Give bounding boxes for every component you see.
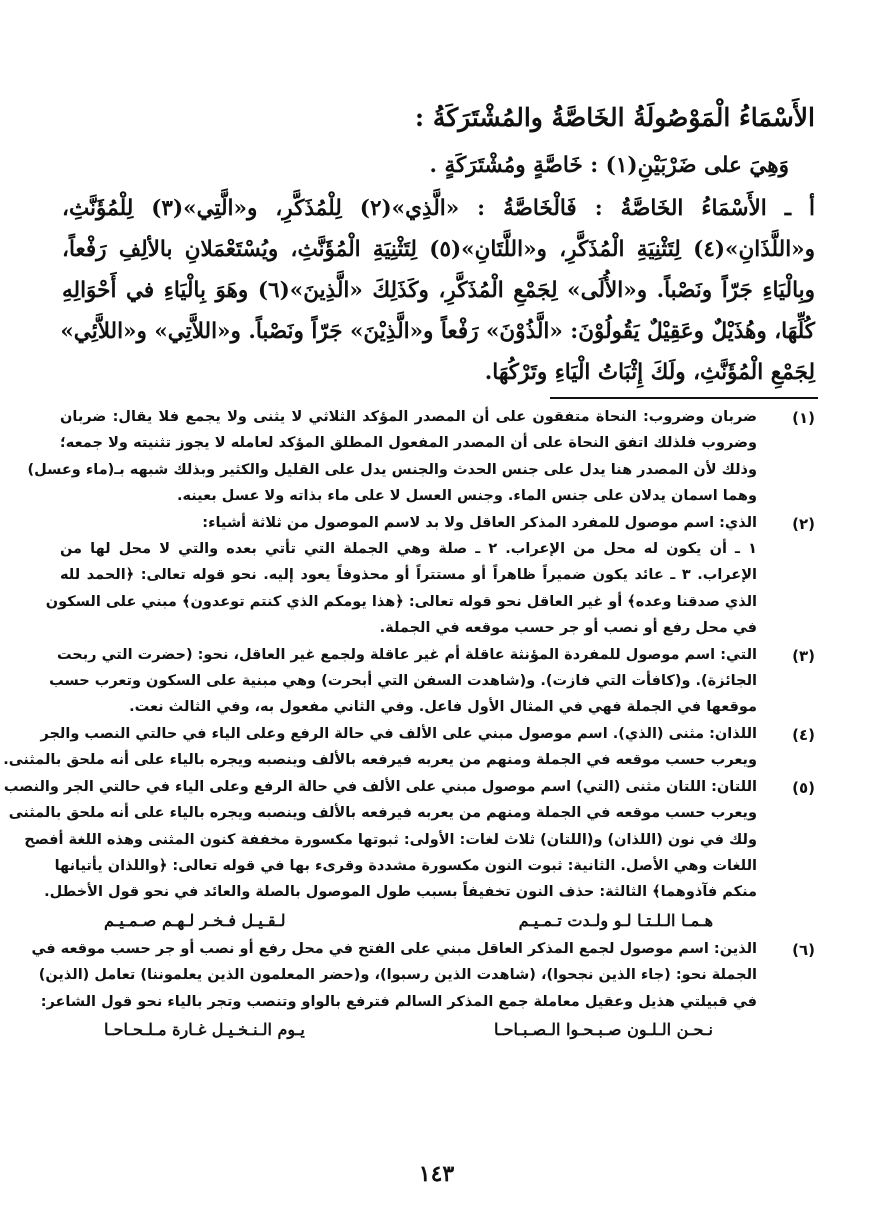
footnote-line: الذي: اسم موصول للمفرد المذكر العاقل ولا بد لاسم الموصول من ثلاثة أشياء:: [202, 514, 757, 531]
footnote-6: [31, 936, 823, 1045]
footnote-line: موقعها في الجملة فهي في المثال الأول فاعل. وفي الثاني مفعول به، وفي الثالث نعت.: [129, 699, 757, 716]
footnote-line: الإعراب. ٣ ـ عائد يكون ضميراً ظاهراً أو مستتراً أو محذوفاً يعود إليه. نحو قوله تعالى: ﴿الحمد لله: [60, 567, 757, 584]
footnotes: [3, 404, 823, 1045]
footnote-4: [3, 721, 823, 774]
footnote-line: وذلك لأن المصدر هنا يدل على جنس الحدث والجنس يدل على القليل والكثير وبذلك شبهه بـ(ماء وعسل): [27, 461, 757, 478]
footnote-number: (٣): [792, 646, 815, 665]
footnote-line: الذين: اسم موصول لجمع المذكر العاقل مبني على الفتح في محل رفع أو نصب أو جر حسب موقعه في: [31, 940, 757, 957]
footnote-5: [3, 774, 823, 936]
main-paragraph-line: لِجَمْعِ الْمُؤَنَّثِ، ولَكَ إِثْبَاتُ الْيَاءِ وتَرْكُهَا.: [484, 360, 815, 385]
footnote-line: الذي صدقنا وعده﴾ أو غير العاقل نحو قوله تعالى: ﴿هذا يومكم الذي كنتم توعدون﴾ مبني على السكون: [45, 593, 757, 610]
footnote-line: الجائزة). و(كافأت التي فازت). و(شاهدت السفن التي أبحرت) وهي مبنية على السكون وتعرب حسب: [49, 673, 757, 690]
verse-first-hemistich: نـحـن الـلـون صـبـحـوا الـصـبـاحـا: [494, 1019, 713, 1039]
main-paragraph-line: أ ـ الأَسْمَاءُ الخَاصَّةُ : فَالْخَاصَّةُ : «الَّذِي»(٢) لِلْمُذَكَّرِ، و«الَّتِي»(٣) لِلْمُؤَنَّثِ،: [62, 196, 815, 221]
verse-second-hemistich: لـقـيـل فـخـر لـهـم صـمـيـم: [104, 910, 286, 930]
footnote-line: ويعرب حسب موقعه في الجملة ومنهم من يعربه فيرفعه بالألف وينصبه ويجره بالياء على أنه ملحق بالمثنى.: [3, 752, 757, 769]
main-paragraph-line: وَهِيَ على ضَرْبَيْنِ(١) : خَاصَّةٍ ومُشْتَرَكَةٍ .: [429, 153, 789, 178]
footnote-line: وهما اسمان يدلان على جنس الماء. وجنس العسل لا على ماء بذاته ولا عسل بعينه.: [176, 488, 757, 505]
footnote-line: اللذان: مثنى (الذي). اسم موصول مبني على الألف في حالة الرفع وعلى الياء في حالتي النصب والجر: [40, 725, 757, 742]
poetry-verse: [60, 1015, 757, 1045]
footnote-line: اللغات وهي الأصل. الثانية: ثبوت النون مكسورة مشددة وقرىء بها في قوله تعالى: ﴿واللذان يأتيانها: [54, 857, 757, 874]
footnote-number: (١): [792, 409, 815, 427]
footnote-1: [27, 404, 823, 510]
footnote-line: ويعرب حسب موقعه في الجملة ومنهم من يعربه فيرفعه بالألف وينصبه ويجره بالياء على أنه ملحق بالمثنى: [8, 805, 757, 822]
footnote-line: ١ ـ أن يكون له محل من الإعراب. ٢ ـ صلة وهي الجملة التي تأتي بعده والتي لا محل لها من: [60, 541, 757, 558]
footnote-line: في محل رفع أو نصب أو جر حسب موقعه في الجملة.: [379, 620, 757, 637]
footnote-number: (٥): [792, 778, 815, 797]
section-title: الأَسْمَاءُ الْمَوْصُولَةُ الخَاصَّةُ والمُشْتَرَكَةُ :: [414, 103, 815, 132]
footnote-2: [45, 510, 823, 642]
footnote-number: (٦): [792, 940, 815, 959]
poetry-verse: [60, 906, 757, 936]
page-number: ١٤٣: [418, 1161, 455, 1187]
footnote-line: اللتان: اللتان مثنى (التي) اسم موصول مبني على الألف في حالة الرفع وعلى الياء في حالتي الجر والنصب: [3, 778, 757, 795]
footnote-number: (٢): [792, 514, 815, 533]
footnote-line: ضربان وضروب: النحاة متفقون على أن المصدر المؤكد الثلاثي لا يثنى ولا يجمع فلا يقال: ضربان: [60, 409, 757, 425]
footnote-line: ولك في نون (اللذان) و(اللتان) ثلاث لغات: الأولى: ثبوتها مكسورة مخففة كنون المثنى وهذه اللغة أفصح: [24, 831, 757, 848]
footnote-line: وضروب فلذلك اتفق النحاة على أن المصدر المفعول المطلق المؤكد لعامله لا يجوز تثنيته ولا جمعه؛: [60, 435, 757, 452]
footnote-line: في قبيلتي هذيل وعقيل معاملة جمع المذكر السالم فترفع بالواو وتنصب وتجر بالياء نحو قول الشاعر:: [40, 993, 757, 1010]
footnote-divider: [550, 397, 818, 399]
footnote-line: الجملة نحو: (جاء الذين نجحوا)، (شاهدت الذين رسبوا)، و(حضر المعلمون الذين يعلموننا) تعامل (الذين): [38, 967, 757, 984]
verse-first-hemistich: هـمـا الـلـتـا لـو ولـدت تـمـيـم: [518, 910, 713, 930]
footnote-line: منكم فآذوهما﴾ الثالثة: حذف النون تخفيفاً بسبب طول الموصول بالصلة والعائد في نحو قول الأخطل.: [44, 884, 757, 901]
footnote-3: [49, 642, 823, 721]
main-text: [62, 92, 815, 393]
main-paragraph-line: و«اللَّذَانِ»(٤) لِتَثْنِيَةِ الْمُذَكَّرِ، و«اللَّتَانِ»(٥) لِتَثْنِيَةِ الْمُؤَنَّثِ، ويُسْتَعْمَلانِ بالألِفِ رَفْعاً،: [62, 237, 815, 262]
main-paragraph-line: وبِالْيَاءِ جَرّاً ونَصْباً. و«الأُلَى» لِجَمْعِ الْمُذَكَّرِ، وكَذَلِكَ «الَّذِينَ»(٦) وهَوَ بِالْيَاءِ في أَحْوَالِهِ: [62, 278, 815, 303]
main-paragraph-line: كُلِّهَا، وهُذَيْلٌ وعَقِيْلٌ يَقُولُوْنَ: «الَّذُوْنَ» رَفْعاً و«الَّذِيْنَ» جَرّاً ونَصْباً. و«اللاَّتِي» و«اللاَّئِي»: [60, 319, 815, 344]
footnote-line: التي: اسم موصول للمفردة المؤنثة عاقلة أم غير عاقلة ولجمع غير العاقل، نحو: (حضرت التي ربحت: [56, 646, 757, 663]
footnote-number: (٤): [792, 725, 815, 744]
verse-second-hemistich: يـوم الـنـخـيـل غـارة مـلـحـاحـا: [104, 1019, 305, 1039]
